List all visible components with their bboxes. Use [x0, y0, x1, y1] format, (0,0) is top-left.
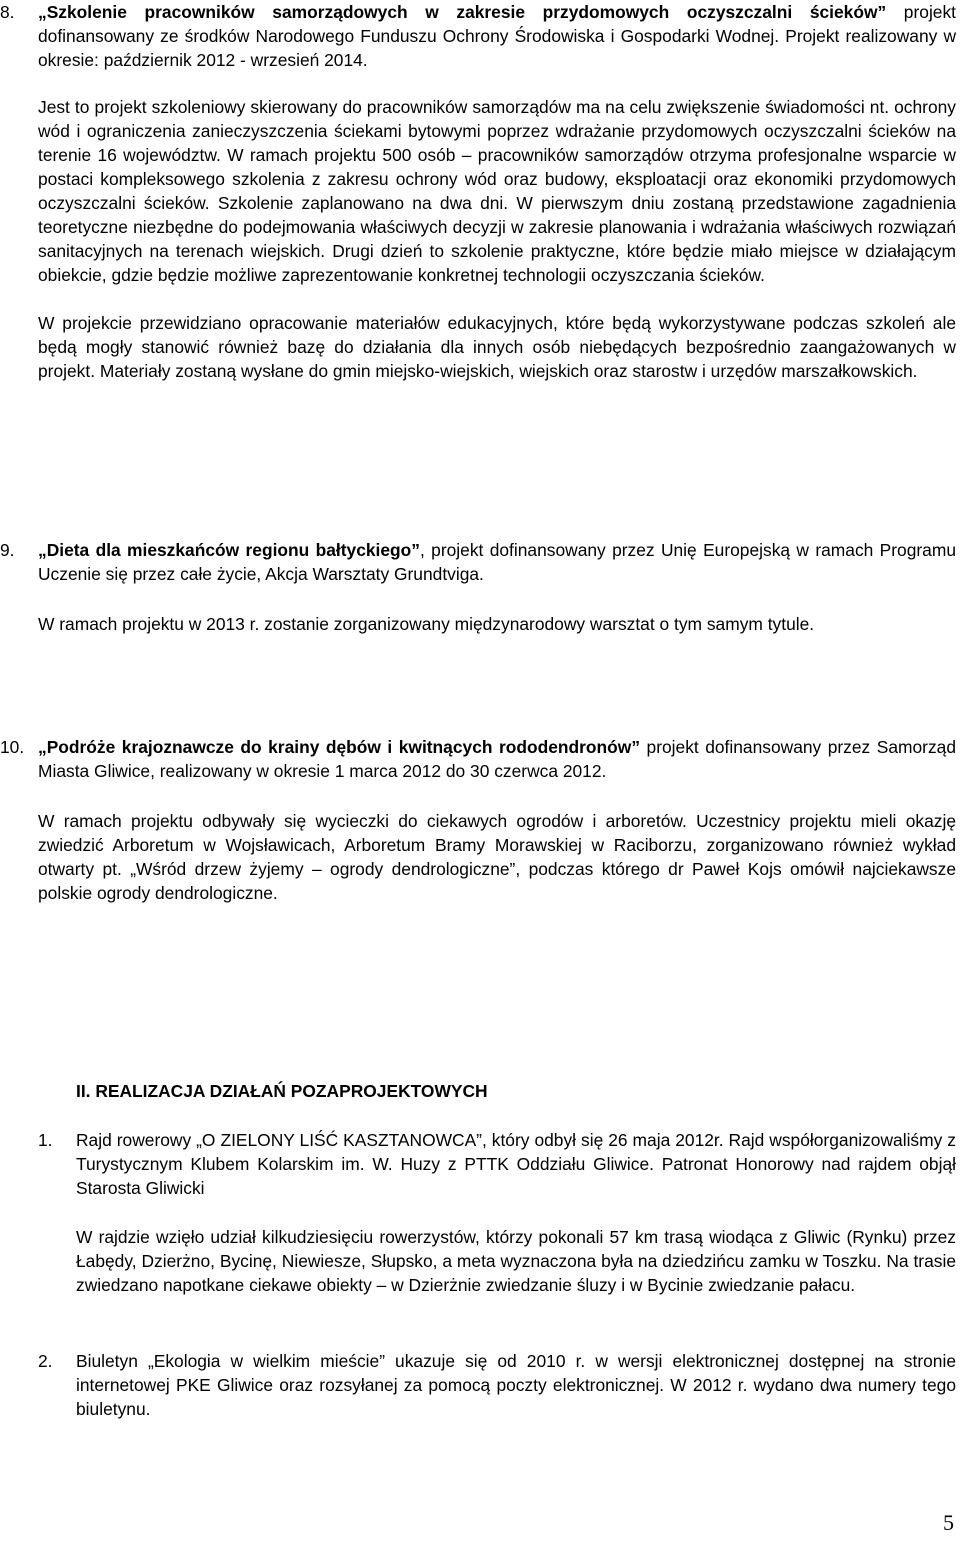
item-intro — [38, 538, 956, 586]
item-title: „Dieta dla mieszkańców regionu bałtyckiego” — [38, 540, 420, 560]
list-item-2 — [38, 1349, 958, 1421]
paragraph: W ramach projektu w 2013 r. zostanie zorganizowany międzynarodowy warsztat o tym samym tytule. — [38, 614, 815, 634]
paragraph: Rajd rowerowy „O ZIELONY LIŚĆ KASZTANOWCA”, który odbył się 26 maja 2012r. Rajd współorganizowaliśmy z Turystycznym Klubem Kolarskim im. W. Huzy z PTTK Oddziału Gliwice. Patronat Honorowy nad rajdem objął Starosta Gliwicki — [76, 1130, 956, 1198]
list-item-8 — [0, 0, 958, 383]
item-number: 2. — [38, 1351, 53, 1371]
item-number: 10. — [0, 737, 25, 757]
section-heading: II. REALIZACJA DZIAŁAŃ POZAPROJEKTOWYCH — [76, 1081, 488, 1101]
page-number: 5 — [943, 1510, 954, 1535]
item-intro — [38, 0, 956, 72]
paragraph: W projekcie przewidziano opracowanie materiałów edukacyjnych, które będą wykorzystywane podczas szkoleń ale będą mogły stanowić również bazę do działania dla innych osób niebędących bezpośrednio zaangażowanych w projekt. Materiały zostaną wysłane do gmin miejsko-wiejskich, wiejskich oraz starostw i urzędów marszałkowskich. — [38, 313, 956, 381]
item-lead: projekt dofinansowany ze środków Narodowego Funduszu Ochrony Środowiska i Gospodarki Wodnej. Projekt realizowany w okresie: październik 2012 - wrzesień 2014. — [38, 2, 957, 70]
item-lead: projekt dofinansowany przez Samorząd Miasta Gliwice, realizowany w okresie 1 marca 2012 do 30 czerwca 2012. — [38, 737, 956, 781]
item-title: „Podróże krajoznawcze do krainy dębów i kwitnących rododendronów” — [38, 737, 641, 757]
list-item-1 — [38, 1128, 958, 1297]
paragraph: Biuletyn „Ekologia w wielkim mieście” ukazuje się od 2010 r. w wersji elektronicznej dostępnej na stronie internetowej PKE Gliwice oraz rozsyłanej za pomocą poczty elektronicznej. W 2012 r. wydano dwa numery tego biuletynu. — [76, 1351, 956, 1419]
paragraph: W ramach projektu odbywały się wycieczki do ciekawych ogrodów i arboretów. Uczestnicy projektu mieli okazję zwiedzić Arboretum w Wojsławicach, Arboretum Bramy Morawskiej w Raciborzu, zorganizowano również wykład otwarty pt. „Wśród drzew żyjemy – ogrody dendrologiczne”, podczas którego dr Paweł Kojs omówił najciekawsze polskie ogrody dendrologiczne. — [38, 811, 956, 903]
list-item-9 — [0, 538, 958, 636]
item-intro — [38, 735, 956, 783]
paragraph: Jest to projekt szkoleniowy skierowany do pracowników samorządów ma na celu zwiększenie świadomości nt. ochrony wód i ograniczenia zanieczyszczenia ściekami bytowymi poprzez wdrażanie przydomowych oczyszczalni ścieków na terenie 16 województw. W ramach projektu 500 osób – pracowników samorządów otrzyma profesjonalne wsparcie w postaci kompleksowego szkolenia z zakresu ochrony wód oraz budowy, eksploatacji oraz ekonomiki przydomowych oczyszczalni ścieków. Szkolenie zaplanowano na dwa dni. W pierwszym dniu zostaną przedstawione zagadnienia teoretyczne niezbędne do podejmowania właściwych decyzji w zakresie planowania i wdrażania właściwych rozwiązań sanitacyjnych na terenach wiejskich. Drugi dzień to szkolenie praktyczne, które będzie miało miejsce w działającym obiekcie, gdzie będzie możliwe zaprezentowanie konkretnej technologii oczyszczania ścieków. — [38, 97, 956, 285]
list-item-10 — [0, 735, 958, 905]
item-lead: , projekt dofinansowany przez Unię Europejską w ramach Programu Uczenie się przez całe życie, Akcja Warsztaty Grundtviga. — [38, 540, 957, 584]
item-number: 9. — [0, 540, 15, 560]
item-title: „Szkolenie pracowników samorządowych w zakresie przydomowych oczyszczalni ścieków” — [38, 2, 887, 22]
item-number: 8. — [0, 2, 15, 22]
item-number: 1. — [38, 1130, 53, 1150]
paragraph: W rajdzie wzięło udział kilkudziesięciu rowerzystów, którzy pokonali 57 km trasą wiodąca z Gliwic (Rynku) przez Łabędy, Dzierżno, Bycinę, Niewiesze, Słupsko, a meta wyznaczona była na dziedzińcu zamku w Toszku. Na trasie zwiedzano napotkane ciekawe obiekty – w Dzierżnie zwiedzanie śluzy i w Bycinie zwiedzanie pałacu. — [76, 1227, 956, 1295]
